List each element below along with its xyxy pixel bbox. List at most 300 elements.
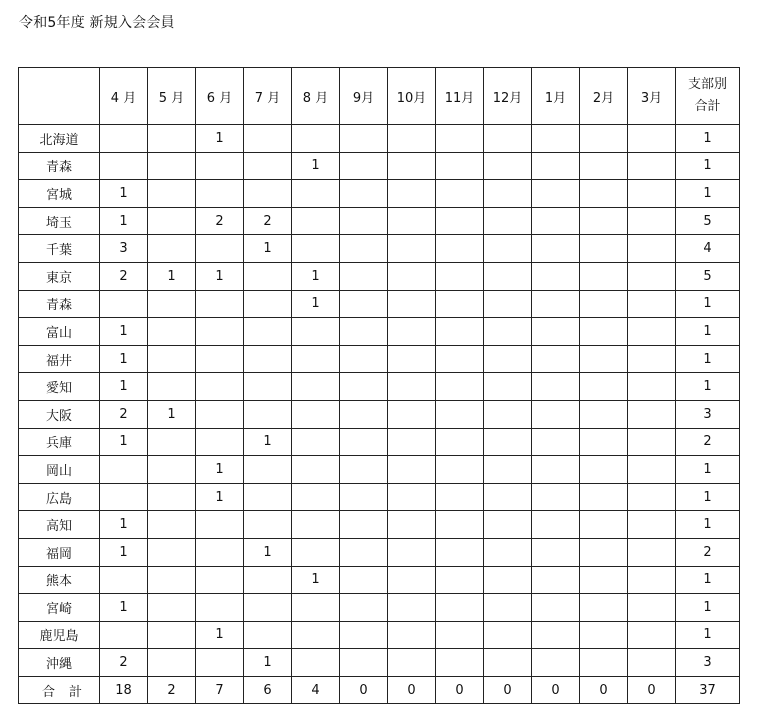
month-count-cell xyxy=(388,262,436,290)
month-total-cell: 0 xyxy=(628,676,676,704)
month-count-cell xyxy=(100,152,148,180)
month-count-cell xyxy=(436,152,484,180)
month-count-cell xyxy=(148,290,196,318)
month-count-cell xyxy=(388,290,436,318)
branch-name: 千葉 xyxy=(19,235,100,263)
total-label: 合計 xyxy=(19,676,100,704)
month-count-cell: 1 xyxy=(196,483,244,511)
branch-total-cell: 2 xyxy=(676,428,740,456)
month-header: 2月 xyxy=(580,68,628,125)
month-count-cell xyxy=(340,262,388,290)
month-count-cell xyxy=(244,566,292,594)
month-count-cell xyxy=(436,428,484,456)
month-count-cell xyxy=(340,511,388,539)
month-count-cell xyxy=(340,152,388,180)
month-total-cell: 4 xyxy=(292,676,340,704)
month-count-cell xyxy=(244,621,292,649)
month-header: 6 月 xyxy=(196,68,244,125)
month-count-cell xyxy=(148,318,196,346)
month-count-cell: 1 xyxy=(196,621,244,649)
month-count-cell xyxy=(436,180,484,208)
month-count-cell xyxy=(628,262,676,290)
month-count-cell xyxy=(628,428,676,456)
month-count-cell xyxy=(580,152,628,180)
month-count-cell: 2 xyxy=(244,207,292,235)
month-count-cell xyxy=(484,400,532,428)
month-total-cell: 0 xyxy=(532,676,580,704)
month-total-cell: 2 xyxy=(148,676,196,704)
month-count-cell xyxy=(244,594,292,622)
month-count-cell xyxy=(292,649,340,677)
month-count-cell xyxy=(340,428,388,456)
month-count-cell xyxy=(484,594,532,622)
month-count-cell xyxy=(532,594,580,622)
branch-total-cell: 1 xyxy=(676,456,740,484)
month-count-cell xyxy=(484,649,532,677)
month-count-cell xyxy=(436,235,484,263)
month-count-cell xyxy=(292,511,340,539)
branch-total-cell: 1 xyxy=(676,125,740,153)
month-count-cell xyxy=(628,235,676,263)
grand-total-row xyxy=(19,676,740,704)
branch-total-cell: 4 xyxy=(676,235,740,263)
month-count-cell: 1 xyxy=(100,594,148,622)
month-total-cell: 7 xyxy=(196,676,244,704)
month-total-cell: 18 xyxy=(100,676,148,704)
month-count-cell xyxy=(100,290,148,318)
month-count-cell xyxy=(292,428,340,456)
table-row xyxy=(19,262,740,290)
branch-total-cell: 5 xyxy=(676,207,740,235)
month-count-cell xyxy=(580,207,628,235)
month-total-cell: 0 xyxy=(436,676,484,704)
month-count-cell xyxy=(580,373,628,401)
month-count-cell xyxy=(580,262,628,290)
branch-total-cell: 1 xyxy=(676,511,740,539)
month-count-cell xyxy=(100,566,148,594)
month-count-cell xyxy=(148,180,196,208)
month-count-cell xyxy=(484,538,532,566)
month-count-cell: 1 xyxy=(100,373,148,401)
month-count-cell xyxy=(436,566,484,594)
month-count-cell xyxy=(484,152,532,180)
month-count-cell xyxy=(484,483,532,511)
month-count-cell xyxy=(244,262,292,290)
month-count-cell xyxy=(580,649,628,677)
month-count-cell xyxy=(340,235,388,263)
month-count-cell xyxy=(148,428,196,456)
month-count-cell xyxy=(148,483,196,511)
branch-name: 高知 xyxy=(19,511,100,539)
branch-name: 鹿児島 xyxy=(19,621,100,649)
month-count-cell xyxy=(244,345,292,373)
month-count-cell xyxy=(532,456,580,484)
month-count-cell xyxy=(196,511,244,539)
month-count-cell xyxy=(100,456,148,484)
month-count-cell xyxy=(148,207,196,235)
month-total-cell: 0 xyxy=(388,676,436,704)
month-count-cell xyxy=(580,400,628,428)
table-row xyxy=(19,428,740,456)
table-row xyxy=(19,649,740,677)
month-count-cell xyxy=(244,290,292,318)
month-count-cell xyxy=(580,428,628,456)
corner-cell xyxy=(19,68,100,125)
month-count-cell xyxy=(628,345,676,373)
month-count-cell xyxy=(244,456,292,484)
month-count-cell xyxy=(100,483,148,511)
month-count-cell xyxy=(484,180,532,208)
month-count-cell xyxy=(484,373,532,401)
month-count-cell: 2 xyxy=(100,400,148,428)
table-row xyxy=(19,207,740,235)
month-count-cell xyxy=(436,538,484,566)
month-count-cell xyxy=(388,538,436,566)
month-count-cell xyxy=(196,235,244,263)
month-count-cell xyxy=(580,180,628,208)
month-count-cell xyxy=(436,290,484,318)
month-count-cell xyxy=(628,290,676,318)
month-count-cell xyxy=(196,152,244,180)
branch-total-cell: 3 xyxy=(676,400,740,428)
month-count-cell xyxy=(340,483,388,511)
table-row xyxy=(19,318,740,346)
month-count-cell xyxy=(628,152,676,180)
month-count-cell xyxy=(436,207,484,235)
branch-name: 青森 xyxy=(19,290,100,318)
month-count-cell xyxy=(436,373,484,401)
month-count-cell xyxy=(100,125,148,153)
month-count-cell xyxy=(628,207,676,235)
month-count-cell xyxy=(436,456,484,484)
membership-table xyxy=(18,67,740,704)
month-count-cell xyxy=(292,125,340,153)
branch-total-cell: 3 xyxy=(676,649,740,677)
month-count-cell xyxy=(436,400,484,428)
month-count-cell xyxy=(292,207,340,235)
table-row xyxy=(19,345,740,373)
branch-name: 埼玉 xyxy=(19,207,100,235)
month-count-cell xyxy=(292,318,340,346)
month-count-cell xyxy=(148,594,196,622)
month-count-cell xyxy=(580,483,628,511)
month-count-cell xyxy=(340,207,388,235)
branch-name: 熊本 xyxy=(19,566,100,594)
month-count-cell xyxy=(484,456,532,484)
month-total-cell: 0 xyxy=(580,676,628,704)
month-count-cell xyxy=(484,318,532,346)
month-count-cell xyxy=(580,290,628,318)
month-count-cell xyxy=(148,345,196,373)
month-count-cell xyxy=(244,373,292,401)
month-count-cell xyxy=(340,400,388,428)
month-count-cell xyxy=(340,125,388,153)
month-count-cell xyxy=(628,180,676,208)
month-header: 8 月 xyxy=(292,68,340,125)
grand-total-cell: 37 xyxy=(676,676,740,704)
month-count-cell xyxy=(388,235,436,263)
month-count-cell xyxy=(244,511,292,539)
month-total-cell: 6 xyxy=(244,676,292,704)
table-row xyxy=(19,566,740,594)
month-count-cell xyxy=(388,400,436,428)
branch-total-header xyxy=(676,68,740,125)
month-count-cell xyxy=(388,511,436,539)
month-count-cell xyxy=(484,125,532,153)
month-count-cell xyxy=(292,345,340,373)
table-row xyxy=(19,538,740,566)
month-count-cell xyxy=(148,566,196,594)
branch-name: 愛知 xyxy=(19,373,100,401)
table-row xyxy=(19,594,740,622)
month-count-cell xyxy=(532,511,580,539)
month-count-cell xyxy=(148,456,196,484)
month-count-cell: 1 xyxy=(292,566,340,594)
month-count-cell xyxy=(532,262,580,290)
branch-total-cell: 1 xyxy=(676,152,740,180)
month-count-cell xyxy=(580,318,628,346)
month-count-cell xyxy=(388,594,436,622)
month-count-cell xyxy=(388,373,436,401)
month-count-cell xyxy=(580,456,628,484)
month-count-cell xyxy=(532,125,580,153)
month-count-cell xyxy=(580,235,628,263)
month-count-cell: 1 xyxy=(196,125,244,153)
month-count-cell xyxy=(244,125,292,153)
month-count-cell xyxy=(340,345,388,373)
table-row xyxy=(19,290,740,318)
month-count-cell xyxy=(532,318,580,346)
table-row xyxy=(19,400,740,428)
month-total-cell: 0 xyxy=(484,676,532,704)
branch-total-cell: 1 xyxy=(676,318,740,346)
month-count-cell: 1 xyxy=(244,649,292,677)
month-count-cell xyxy=(580,511,628,539)
month-count-cell xyxy=(532,152,580,180)
month-count-cell xyxy=(484,235,532,263)
month-count-cell xyxy=(244,400,292,428)
month-count-cell xyxy=(436,511,484,539)
month-count-cell xyxy=(292,235,340,263)
month-count-cell xyxy=(148,621,196,649)
month-count-cell xyxy=(532,373,580,401)
month-count-cell xyxy=(484,207,532,235)
table-body xyxy=(19,125,740,704)
month-count-cell: 2 xyxy=(100,262,148,290)
month-count-cell xyxy=(292,483,340,511)
month-count-cell xyxy=(196,594,244,622)
month-count-cell xyxy=(388,483,436,511)
month-count-cell xyxy=(532,400,580,428)
table-row xyxy=(19,180,740,208)
branch-total-cell: 1 xyxy=(676,373,740,401)
month-count-cell xyxy=(244,180,292,208)
month-count-cell xyxy=(340,373,388,401)
branch-name: 富山 xyxy=(19,318,100,346)
page-title: 令和5年度 新規入会会員 xyxy=(19,15,175,31)
month-count-cell xyxy=(388,180,436,208)
month-count-cell xyxy=(100,621,148,649)
month-count-cell xyxy=(628,621,676,649)
month-count-cell xyxy=(148,649,196,677)
branch-total-header-line2: 合計 xyxy=(694,99,721,114)
month-count-cell: 1 xyxy=(100,345,148,373)
month-count-cell xyxy=(628,318,676,346)
month-count-cell xyxy=(388,125,436,153)
month-count-cell xyxy=(148,125,196,153)
month-count-cell xyxy=(532,566,580,594)
month-count-cell xyxy=(388,621,436,649)
month-header: 7 月 xyxy=(244,68,292,125)
month-count-cell xyxy=(436,483,484,511)
month-count-cell xyxy=(196,345,244,373)
month-count-cell xyxy=(196,566,244,594)
month-header: 3月 xyxy=(628,68,676,125)
branch-name: 福井 xyxy=(19,345,100,373)
branch-name: 沖縄 xyxy=(19,649,100,677)
branch-total-cell: 5 xyxy=(676,262,740,290)
month-count-cell xyxy=(532,483,580,511)
month-count-cell: 1 xyxy=(148,262,196,290)
month-header: 11月 xyxy=(436,68,484,125)
month-count-cell xyxy=(148,538,196,566)
month-count-cell xyxy=(196,538,244,566)
month-count-cell xyxy=(532,649,580,677)
month-count-cell xyxy=(628,649,676,677)
month-count-cell xyxy=(580,621,628,649)
month-total-cell: 0 xyxy=(340,676,388,704)
month-count-cell xyxy=(532,207,580,235)
table-row xyxy=(19,511,740,539)
month-header: 10月 xyxy=(388,68,436,125)
month-count-cell xyxy=(484,262,532,290)
month-count-cell: 2 xyxy=(100,649,148,677)
month-count-cell: 1 xyxy=(292,262,340,290)
month-count-cell xyxy=(628,400,676,428)
month-header: 12月 xyxy=(484,68,532,125)
month-count-cell xyxy=(196,373,244,401)
month-count-cell: 1 xyxy=(100,318,148,346)
month-count-cell xyxy=(196,180,244,208)
month-count-cell xyxy=(340,649,388,677)
month-count-cell: 1 xyxy=(292,290,340,318)
branch-name: 大阪 xyxy=(19,400,100,428)
month-count-cell xyxy=(580,345,628,373)
month-count-cell xyxy=(388,649,436,677)
month-count-cell xyxy=(628,538,676,566)
month-count-cell xyxy=(292,538,340,566)
month-count-cell: 1 xyxy=(100,538,148,566)
branch-name: 岡山 xyxy=(19,456,100,484)
month-count-cell xyxy=(484,621,532,649)
month-count-cell xyxy=(484,345,532,373)
month-count-cell xyxy=(484,566,532,594)
branch-total-cell: 1 xyxy=(676,290,740,318)
month-count-cell xyxy=(148,235,196,263)
month-count-cell xyxy=(244,483,292,511)
month-count-cell xyxy=(532,235,580,263)
month-count-cell xyxy=(340,180,388,208)
month-count-cell xyxy=(436,345,484,373)
month-count-cell xyxy=(196,400,244,428)
month-count-cell xyxy=(628,373,676,401)
month-count-cell xyxy=(484,428,532,456)
month-count-cell xyxy=(628,483,676,511)
month-count-cell xyxy=(340,621,388,649)
month-count-cell xyxy=(436,262,484,290)
month-count-cell: 1 xyxy=(100,207,148,235)
month-count-cell xyxy=(340,566,388,594)
month-count-cell xyxy=(436,649,484,677)
month-count-cell: 1 xyxy=(100,428,148,456)
month-count-cell xyxy=(292,594,340,622)
month-count-cell xyxy=(532,345,580,373)
month-count-cell xyxy=(244,318,292,346)
month-count-cell xyxy=(388,152,436,180)
month-count-cell xyxy=(532,290,580,318)
month-count-cell xyxy=(388,428,436,456)
month-header: 9月 xyxy=(340,68,388,125)
header-row xyxy=(19,68,740,125)
month-count-cell: 3 xyxy=(100,235,148,263)
table-row xyxy=(19,373,740,401)
branch-name: 青森 xyxy=(19,152,100,180)
branch-name: 東京 xyxy=(19,262,100,290)
month-count-cell xyxy=(628,125,676,153)
month-count-cell xyxy=(532,538,580,566)
month-count-cell xyxy=(436,621,484,649)
month-count-cell: 1 xyxy=(100,511,148,539)
month-count-cell xyxy=(340,456,388,484)
table-row xyxy=(19,125,740,153)
month-count-cell xyxy=(388,566,436,594)
branch-total-cell: 1 xyxy=(676,483,740,511)
branch-name: 北海道 xyxy=(19,125,100,153)
table-row xyxy=(19,621,740,649)
month-count-cell xyxy=(340,290,388,318)
month-count-cell xyxy=(196,290,244,318)
month-count-cell xyxy=(484,511,532,539)
month-count-cell xyxy=(148,152,196,180)
month-count-cell xyxy=(244,152,292,180)
month-count-cell xyxy=(340,594,388,622)
month-count-cell xyxy=(340,318,388,346)
month-count-cell xyxy=(532,621,580,649)
month-count-cell xyxy=(580,566,628,594)
month-count-cell xyxy=(388,207,436,235)
month-count-cell: 1 xyxy=(148,400,196,428)
month-count-cell xyxy=(436,318,484,346)
month-count-cell xyxy=(532,180,580,208)
branch-total-cell: 1 xyxy=(676,345,740,373)
month-count-cell xyxy=(436,594,484,622)
month-header: 4 月 xyxy=(100,68,148,125)
branch-name: 兵庫 xyxy=(19,428,100,456)
month-count-cell xyxy=(388,345,436,373)
month-count-cell xyxy=(196,428,244,456)
month-count-cell xyxy=(628,594,676,622)
branch-total-header-line1: 支部別 xyxy=(687,77,727,92)
month-count-cell: 1 xyxy=(100,180,148,208)
month-count-cell xyxy=(532,428,580,456)
month-count-cell: 1 xyxy=(196,456,244,484)
branch-total-cell: 1 xyxy=(676,594,740,622)
month-count-cell xyxy=(484,290,532,318)
month-count-cell: 1 xyxy=(196,262,244,290)
month-count-cell xyxy=(148,373,196,401)
month-count-cell: 1 xyxy=(244,538,292,566)
month-count-cell xyxy=(580,125,628,153)
